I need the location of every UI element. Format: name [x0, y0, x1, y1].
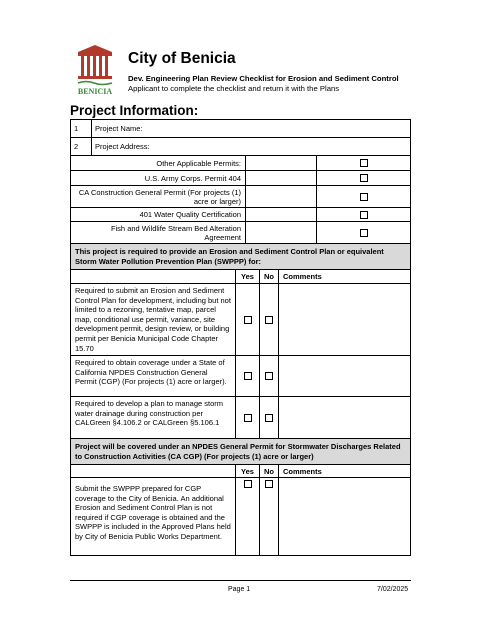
logo-text: BENICIA — [77, 87, 113, 96]
instructions-text: Applicant to complete the checklist and return it with the Plans — [128, 84, 340, 93]
section2-column-headers — [71, 464, 410, 477]
permit-checkbox[interactable] — [360, 229, 368, 237]
permit-label: CA Construction General Permit (For projects (1) acre or larger) — [71, 186, 246, 207]
question-row — [71, 396, 410, 438]
question-row — [71, 355, 410, 396]
city-logo — [74, 42, 124, 102]
question-text: Required to develop a plan to manage storm water drainage during construction per CALGreen §4.106.2 or CALGreen §5.106.1 — [71, 397, 236, 438]
permit-label: Other Applicable Permits: — [71, 156, 246, 170]
no-checkbox[interactable] — [265, 372, 273, 380]
permit-checkbox[interactable] — [360, 211, 368, 219]
comments-field[interactable] — [279, 356, 410, 396]
comments-field[interactable] — [279, 284, 410, 355]
section1-column-headers — [71, 269, 410, 283]
permit-checkbox[interactable] — [360, 159, 368, 167]
section2-heading: Project will be covered under an NPDES General Permit for Stormwater Discharges Related to Construction Activities (CA CGP) (For projects (1) acre or larger) — [71, 438, 410, 464]
question-row — [71, 283, 410, 355]
no-checkbox[interactable] — [265, 480, 273, 488]
project-name-field[interactable]: Project Name: — [95, 124, 143, 133]
row-number: 1 — [71, 120, 92, 137]
comments-field[interactable] — [279, 397, 410, 438]
question-text: Required to obtain coverage under a State of California NPDES Construction General Permit (CGP) (For projects (1) acre or larger). — [71, 356, 236, 396]
yes-checkbox[interactable] — [244, 414, 252, 422]
footer-divider — [70, 580, 411, 581]
revision-date: 7/02/2025 — [377, 586, 409, 593]
section-title: Project Information: — [70, 103, 199, 118]
permit-checkbox[interactable] — [360, 174, 368, 182]
question-row — [71, 477, 410, 555]
yes-column-header: Yes — [236, 270, 260, 283]
permit-row — [71, 185, 410, 207]
yes-column-header: Yes — [236, 465, 260, 477]
project-name-row — [71, 120, 410, 137]
permit-row — [71, 170, 410, 185]
permit-checkbox[interactable] — [360, 193, 368, 201]
no-column-header: No — [260, 465, 279, 477]
permit-row — [71, 155, 410, 170]
no-checkbox[interactable] — [265, 316, 273, 324]
document-header — [70, 42, 420, 102]
comments-column-header: Comments — [283, 272, 322, 281]
comments-column-header: Comments — [283, 467, 322, 476]
project-info-table — [70, 119, 411, 556]
comments-field[interactable] — [279, 478, 410, 555]
no-checkbox[interactable] — [265, 414, 273, 422]
permit-label: U.S. Army Corps. Permit 404 — [71, 171, 246, 185]
question-text: Submit the SWPPP prepared for CGP coverage to the City of Benicia. An additional Erosion and Sediment Control Plan is not required if CGP coverage is obtained and the SWPPP is included in the Approved Plans held by City of Benicia Public Works Department. — [71, 478, 236, 555]
permit-row — [71, 207, 410, 221]
section1-heading: This project is required to provide an Erosion and Sediment Control Plan or equivalent Storm Water Pollution Prevention Plan (SWPPP) for: — [71, 243, 410, 269]
project-address-field[interactable]: Project Address: — [95, 142, 150, 151]
no-column-header: No — [260, 270, 279, 283]
page-title: City of Benicia — [128, 50, 236, 67]
yes-checkbox[interactable] — [244, 316, 252, 324]
row-number: 2 — [71, 138, 92, 155]
permit-label: 401 Water Quality Certification — [71, 208, 246, 221]
page-number: Page 1 — [228, 586, 251, 593]
permit-label: Fish and Wildlife Stream Bed Alteration Agreement — [71, 222, 246, 243]
checklist-subtitle: Dev. Engineering Plan Review Checklist for Erosion and Sediment Control — [128, 74, 399, 83]
permit-row — [71, 221, 410, 243]
project-address-row — [71, 137, 410, 155]
yes-checkbox[interactable] — [244, 372, 252, 380]
yes-checkbox[interactable] — [244, 480, 252, 488]
question-text: Required to submit an Erosion and Sediment Control Plan for development, including but not limited to a rezoning, tentative map, parcel map, conditional use permit, variance, site development permit, design review, or building permit per Benicia Municipal Code Chapter 15.70 — [71, 284, 236, 355]
